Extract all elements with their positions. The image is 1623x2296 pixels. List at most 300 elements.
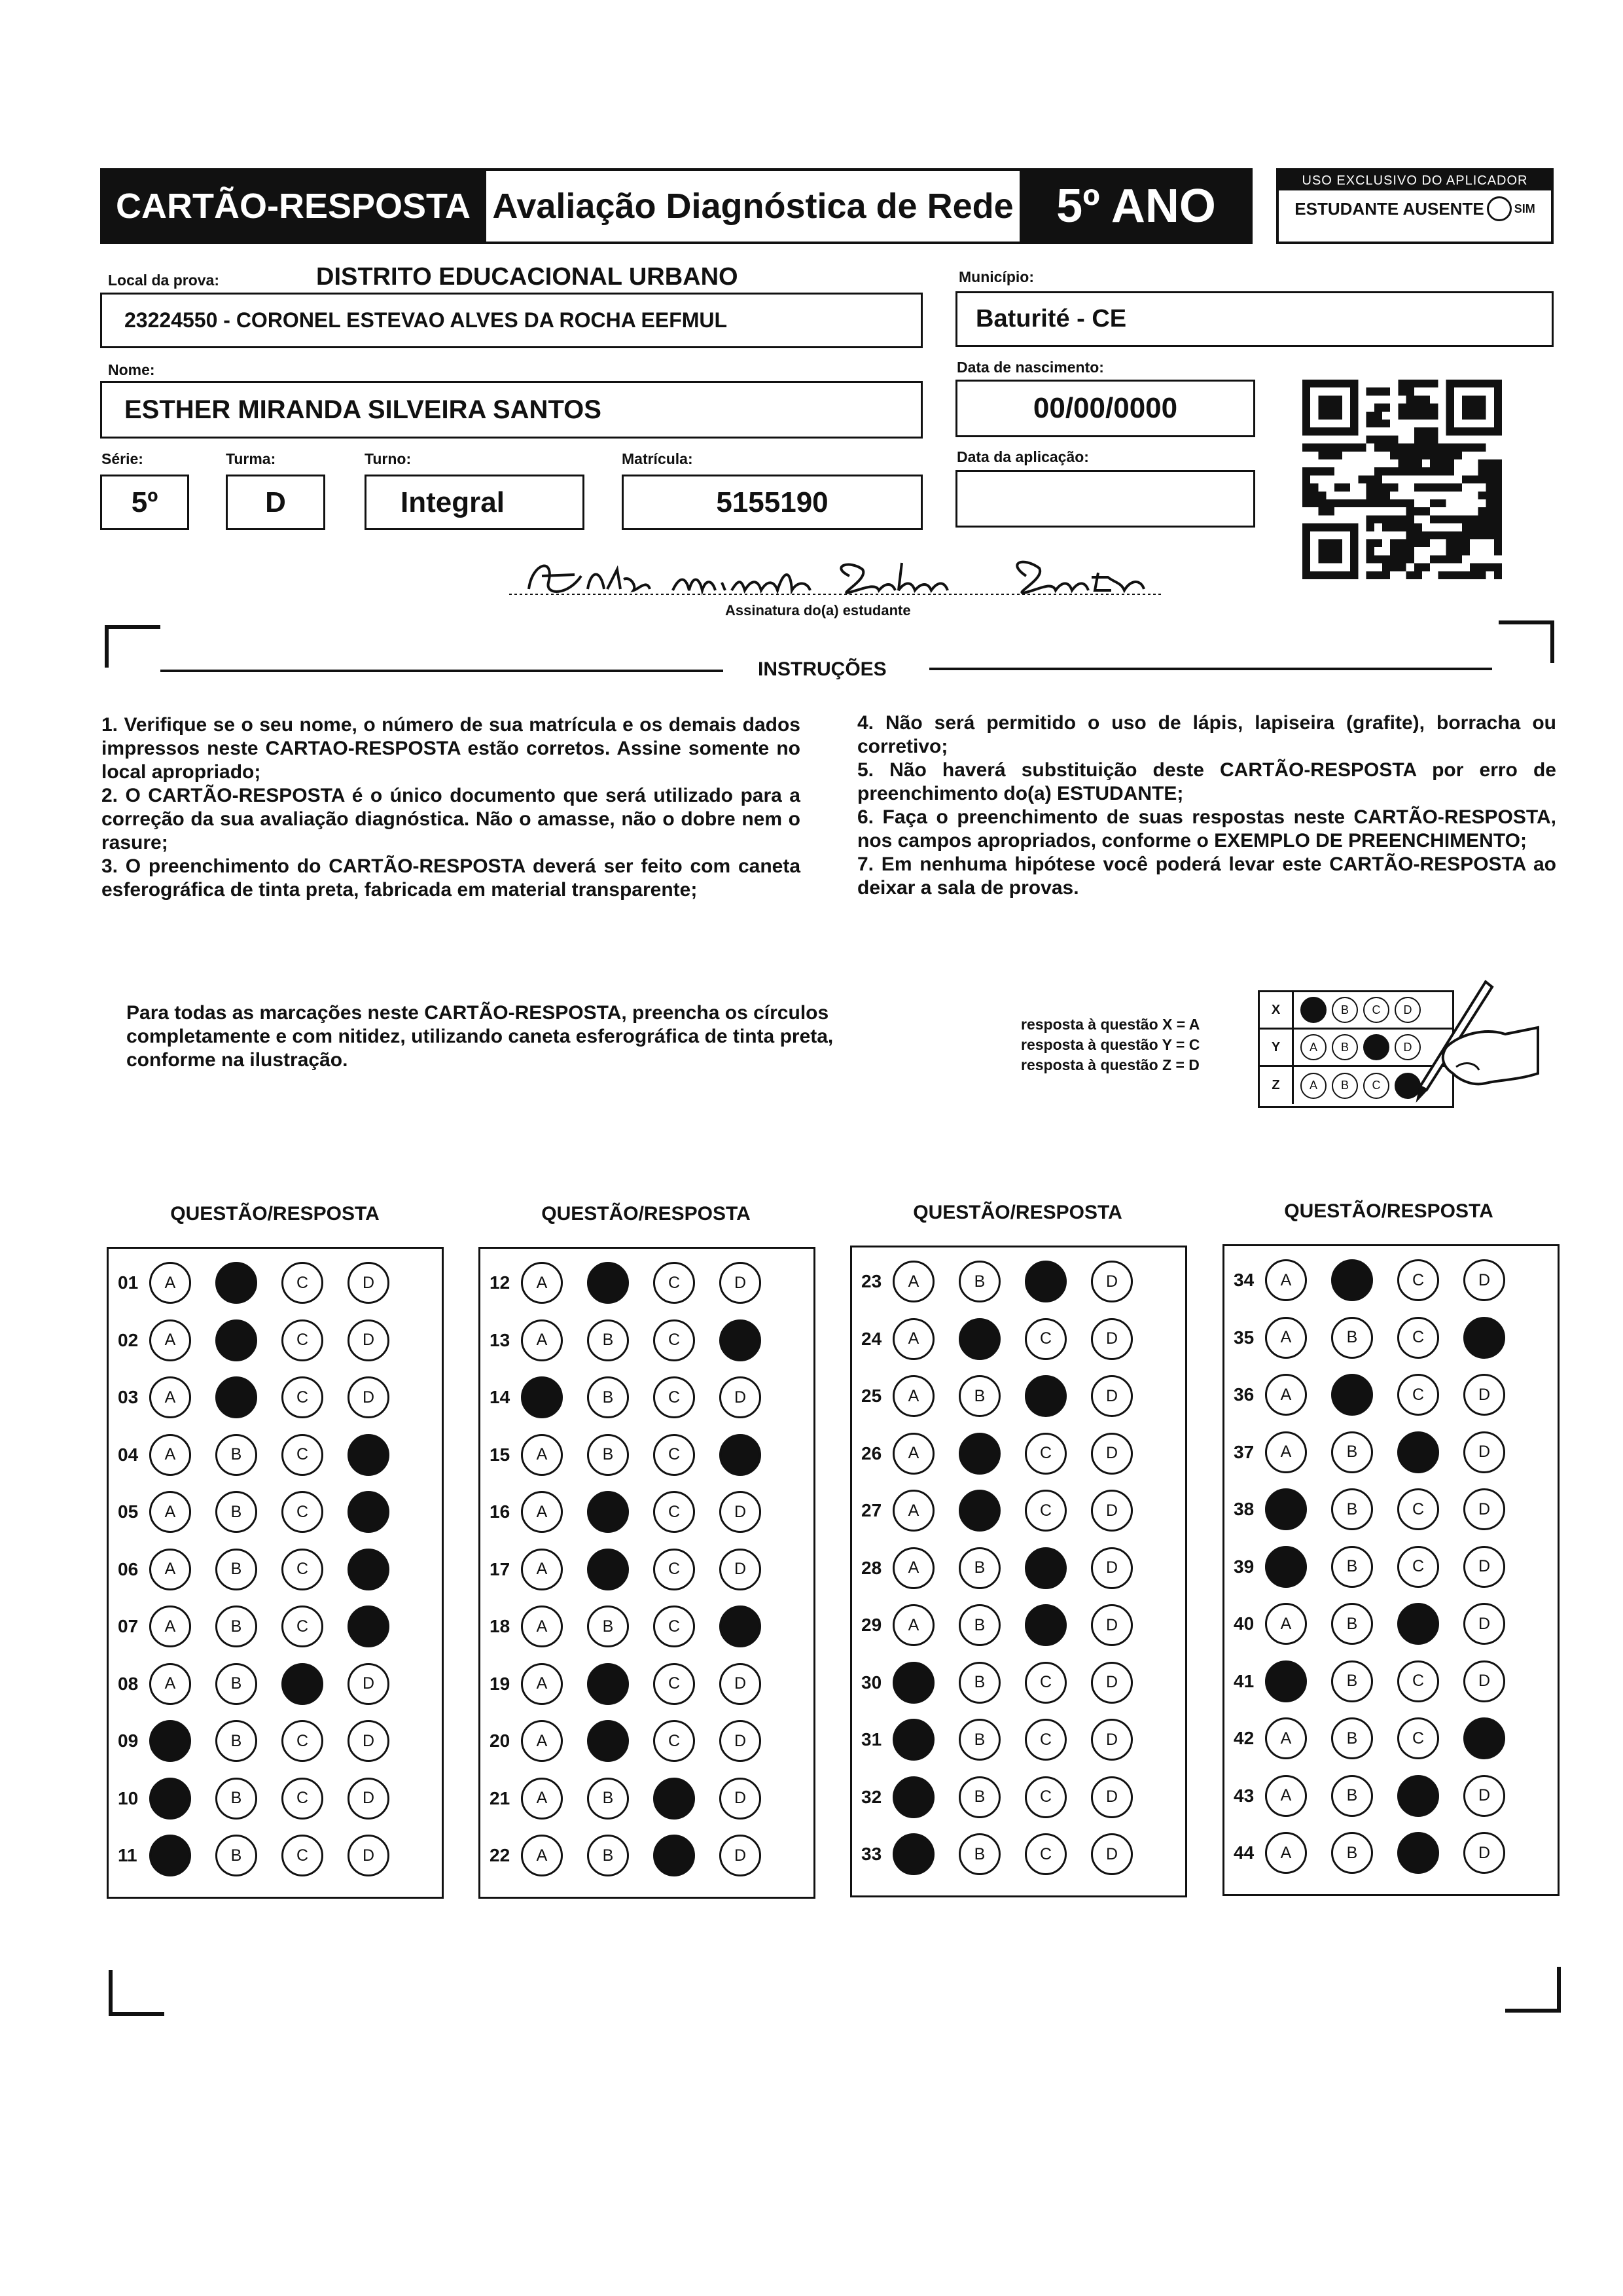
answer-bubble-d[interactable]: D [1463, 1603, 1505, 1645]
answer-row [1224, 1770, 1529, 1822]
answer-row [852, 1542, 1157, 1594]
municipio-label: Município: [959, 268, 1034, 285]
example-legend [1021, 1014, 1200, 1075]
header-title-middle: Avaliação Diagnóstica de Rede [486, 168, 1020, 244]
answer-bubble-a[interactable]: A [1265, 1317, 1307, 1359]
answer-bubble-d[interactable]: D [1463, 1775, 1505, 1817]
answer-bubble-c[interactable] [1397, 1431, 1439, 1473]
question-number: 10 [118, 1787, 139, 1808]
question-number: 12 [490, 1272, 510, 1293]
answer-bubble-a[interactable]: A [149, 1319, 191, 1361]
answer-bubble-a[interactable] [521, 1376, 563, 1418]
turno-value: Integral [401, 486, 505, 518]
answer-row [1224, 1369, 1529, 1421]
answer-row [480, 1829, 785, 1882]
qr-code [1302, 380, 1502, 579]
example-key: Z [1260, 1067, 1294, 1104]
applicator-box [1276, 168, 1554, 244]
answer-bubble-c[interactable]: C [1397, 1488, 1439, 1530]
question-number: 44 [1234, 1842, 1255, 1863]
pen-hand-illustration [1407, 969, 1544, 1113]
answer-bubble-d[interactable]: D [1091, 1261, 1133, 1302]
answer-bubble-b[interactable]: B [587, 1778, 629, 1820]
answer-bubble-b[interactable]: B [215, 1663, 257, 1705]
answer-bubble-d[interactable]: D [1463, 1660, 1505, 1702]
question-number: 36 [1234, 1384, 1255, 1405]
answer-bubble-a[interactable] [893, 1719, 935, 1761]
absent-student-checkbox[interactable] [1487, 196, 1512, 221]
header-title-left: CARTÃO-RESPOSTA [100, 168, 486, 244]
answer-bubble-c[interactable]: C [1025, 1433, 1067, 1475]
answer-bubble-a[interactable]: A [149, 1491, 191, 1533]
question-number: 02 [118, 1329, 139, 1350]
answer-bubble-d[interactable]: D [1091, 1490, 1133, 1532]
answer-bubble-d[interactable]: D [1463, 1488, 1505, 1530]
answer-bubble-d[interactable]: D [1091, 1662, 1133, 1704]
answer-row [852, 1370, 1157, 1422]
answer-bubble-b[interactable]: B [587, 1434, 629, 1476]
answer-row [852, 1657, 1157, 1709]
answer-bubble-d[interactable] [719, 1605, 761, 1647]
answer-bubble-a[interactable] [149, 1778, 191, 1820]
answer-bubble-a[interactable] [893, 1833, 935, 1875]
turno-field [365, 475, 584, 530]
example-bubble: D [1395, 1034, 1421, 1060]
question-number: 15 [490, 1444, 510, 1465]
answer-bubble-a[interactable]: A [149, 1663, 191, 1705]
answer-bubble-b[interactable]: B [1331, 1546, 1373, 1588]
question-number: 11 [118, 1845, 137, 1865]
answer-bubble-b[interactable]: B [1331, 1603, 1373, 1645]
answer-bubble-a[interactable]: A [1265, 1431, 1307, 1473]
answer-bubble-b[interactable]: B [215, 1434, 257, 1476]
question-number: 03 [118, 1387, 139, 1407]
instruction-item: 6. Faça o preenchimento de suas respostas neste CARTÃO-RESPOSTA, nos campos apropriados, conforme o EXEMPLO DE PREENCHIMENTO; [857, 806, 1556, 852]
answer-bubble-b[interactable]: B [215, 1778, 257, 1820]
question-number: 13 [490, 1329, 510, 1350]
answer-bubble-c[interactable]: C [281, 1549, 323, 1590]
question-number: 16 [490, 1501, 510, 1522]
answer-bubble-d[interactable]: D [719, 1376, 761, 1418]
answer-bubble-c[interactable]: C [281, 1491, 323, 1533]
answer-bubble-c[interactable]: C [281, 1262, 323, 1304]
answer-bubble-a[interactable]: A [1265, 1717, 1307, 1759]
answer-bubble-a[interactable]: A [521, 1663, 563, 1705]
corner-mark-top-right [1499, 620, 1554, 663]
answer-bubble-b[interactable]: B [215, 1549, 257, 1590]
answer-row [109, 1486, 414, 1538]
answer-bubble-d[interactable] [348, 1605, 389, 1647]
answer-bubble-c[interactable]: C [281, 1720, 323, 1762]
answer-bubble-b[interactable] [1331, 1259, 1373, 1301]
question-number: 09 [118, 1731, 139, 1751]
question-number: 21 [490, 1787, 510, 1808]
answer-bubble-b[interactable]: B [587, 1835, 629, 1876]
answer-bubble-b[interactable]: B [587, 1319, 629, 1361]
answer-bubble-c[interactable]: C [1397, 1374, 1439, 1416]
example-legend-z: resposta à questão Z = D [1021, 1056, 1200, 1073]
answer-bubble-a[interactable]: A [1265, 1775, 1307, 1817]
answer-bubble-c[interactable]: C [653, 1262, 695, 1304]
answer-bubble-a[interactable]: A [149, 1434, 191, 1476]
answer-bubble-b[interactable] [959, 1433, 1001, 1475]
answer-bubble-b[interactable]: B [215, 1720, 257, 1762]
answer-bubble-a[interactable] [893, 1662, 935, 1704]
answer-bubble-c[interactable]: C [653, 1434, 695, 1476]
answer-bubble-c[interactable]: C [1397, 1660, 1439, 1702]
example-text: Para todas as marcações neste CARTÃO-RESPOSTA, preencha os círculos completamente e com nitidez, utilizando caneta esferográfica de tinta preta, conforme na ilustração. [126, 1002, 834, 1071]
answer-bubble-d[interactable]: D [1091, 1719, 1133, 1761]
instructions-title: INSTRUÇÕES [758, 658, 887, 680]
answers-column-title: QUESTÃO/RESPOSTA [170, 1203, 380, 1225]
answer-bubble-d[interactable]: D [1091, 1833, 1133, 1875]
question-number: 26 [861, 1443, 882, 1463]
answer-bubble-a[interactable]: A [149, 1549, 191, 1590]
answer-bubble-b[interactable]: B [959, 1261, 1001, 1302]
answer-row [1224, 1254, 1529, 1306]
answer-bubble-b[interactable]: B [959, 1719, 1001, 1761]
answer-row [480, 1371, 785, 1424]
answer-bubble-b[interactable]: B [1331, 1317, 1373, 1359]
answer-bubble-c[interactable]: C [281, 1319, 323, 1361]
answer-bubble-c[interactable]: C [1025, 1490, 1067, 1532]
example-key: Y [1260, 1030, 1294, 1065]
nome-field [100, 381, 923, 439]
answer-bubble-a[interactable]: A [521, 1434, 563, 1476]
instruction-item: 2. O CARTÃO-RESPOSTA é o único documento que será utilizado para a correção da sua avaliação diagnóstica. Não o amasse, não o dobre nem o rasure; [101, 785, 800, 853]
answer-bubble-a[interactable] [149, 1720, 191, 1762]
answer-bubble-c[interactable]: C [281, 1778, 323, 1820]
answer-row [1224, 1712, 1529, 1765]
answer-bubble-a[interactable]: A [149, 1605, 191, 1647]
answer-bubble-a[interactable]: A [893, 1490, 935, 1532]
matricula-value: 5155190 [716, 486, 829, 518]
answer-bubble-c[interactable]: C [281, 1835, 323, 1876]
answer-bubble-b[interactable] [587, 1663, 629, 1705]
answer-bubble-a[interactable]: A [893, 1318, 935, 1360]
matricula-field [622, 475, 923, 530]
answer-bubble-a[interactable]: A [521, 1262, 563, 1304]
question-number: 06 [118, 1558, 139, 1579]
answer-bubble-b[interactable]: B [1331, 1488, 1373, 1530]
answer-bubble-d[interactable]: D [719, 1778, 761, 1820]
serie-field [100, 475, 189, 530]
answer-bubble-b[interactable]: B [587, 1376, 629, 1418]
example-bubble: B [1332, 997, 1358, 1023]
answer-column [850, 1246, 1187, 1897]
answer-bubble-d[interactable]: D [719, 1491, 761, 1533]
example-bubble [1300, 997, 1327, 1023]
applicator-title: USO EXCLUSIVO DO APLICADOR [1279, 171, 1551, 190]
answer-bubble-c[interactable]: C [653, 1720, 695, 1762]
answer-bubble-a[interactable] [149, 1835, 191, 1876]
answer-bubble-c[interactable]: C [1025, 1662, 1067, 1704]
question-number: 27 [861, 1500, 882, 1520]
answer-bubble-a[interactable] [1265, 1488, 1307, 1530]
question-number: 24 [861, 1328, 882, 1349]
answer-bubble-c[interactable] [1025, 1375, 1067, 1417]
aplicacao-field [955, 470, 1255, 528]
question-number: 38 [1234, 1499, 1255, 1519]
question-number: 25 [861, 1386, 882, 1406]
answer-bubble-c[interactable]: C [653, 1319, 695, 1361]
aplicacao-label: Data da aplicação: [957, 448, 1089, 465]
answer-row [109, 1543, 414, 1596]
answer-bubble-b[interactable] [959, 1490, 1001, 1532]
answer-bubble-d[interactable] [348, 1491, 389, 1533]
answer-bubble-c[interactable]: C [281, 1434, 323, 1476]
question-number: 30 [861, 1672, 882, 1693]
answer-bubble-b[interactable]: B [1331, 1431, 1373, 1473]
answer-row [852, 1713, 1157, 1766]
answer-bubble-a[interactable]: A [521, 1491, 563, 1533]
answer-bubble-b[interactable]: B [215, 1491, 257, 1533]
answer-bubble-c[interactable] [1025, 1547, 1067, 1589]
answer-bubble-c[interactable] [1025, 1261, 1067, 1302]
answer-bubble-d[interactable]: D [348, 1835, 389, 1876]
answer-bubble-b[interactable]: B [587, 1605, 629, 1647]
answer-bubble-c[interactable]: C [653, 1549, 695, 1590]
turma-value: D [265, 486, 286, 518]
answer-bubble-a[interactable]: A [521, 1835, 563, 1876]
answer-bubble-c[interactable] [653, 1835, 695, 1876]
answer-row [852, 1599, 1157, 1651]
answer-bubble-b[interactable]: B [959, 1547, 1001, 1589]
answer-bubble-d[interactable]: D [1463, 1431, 1505, 1473]
answer-bubble-d[interactable]: D [1463, 1832, 1505, 1874]
answer-bubble-d[interactable]: D [348, 1319, 389, 1361]
answer-bubble-b[interactable]: B [959, 1604, 1001, 1646]
answer-bubble-a[interactable]: A [149, 1376, 191, 1418]
example-bubble: B [1332, 1073, 1358, 1099]
answer-bubble-b[interactable]: B [959, 1833, 1001, 1875]
answer-bubble-c[interactable]: C [1025, 1833, 1067, 1875]
answer-bubble-c[interactable]: C [1025, 1318, 1067, 1360]
answer-bubble-d[interactable]: D [1463, 1259, 1505, 1301]
answer-bubble-a[interactable]: A [893, 1375, 935, 1417]
answer-bubble-a[interactable]: A [521, 1319, 563, 1361]
instructions-rule-left [160, 670, 723, 672]
answer-bubble-c[interactable] [1397, 1775, 1439, 1817]
question-number: 41 [1234, 1670, 1255, 1691]
question-number: 35 [1234, 1327, 1255, 1348]
instructions-right [857, 711, 1556, 900]
answer-bubble-b[interactable]: B [959, 1776, 1001, 1818]
answer-bubble-b[interactable] [587, 1491, 629, 1533]
answer-row [480, 1429, 785, 1481]
answer-bubble-c[interactable] [281, 1663, 323, 1705]
answer-bubble-b[interactable]: B [1331, 1660, 1373, 1702]
answer-bubble-c[interactable]: C [653, 1663, 695, 1705]
answer-bubble-c[interactable]: C [281, 1605, 323, 1647]
answer-row [480, 1600, 785, 1653]
example-bubble: B [1332, 1034, 1358, 1060]
question-number: 43 [1234, 1785, 1255, 1806]
answer-column [478, 1247, 815, 1899]
answer-row [1224, 1541, 1529, 1593]
answer-bubble-d[interactable] [348, 1434, 389, 1476]
answer-bubble-a[interactable]: A [893, 1433, 935, 1475]
answer-bubble-b[interactable]: B [215, 1605, 257, 1647]
matricula-label: Matrícula: [622, 450, 693, 467]
answer-bubble-d[interactable]: D [1091, 1433, 1133, 1475]
answer-bubble-d[interactable] [719, 1434, 761, 1476]
example-key: X [1260, 992, 1294, 1028]
answer-bubble-c[interactable]: C [281, 1376, 323, 1418]
answer-bubble-d[interactable]: D [348, 1376, 389, 1418]
answer-bubble-a[interactable] [1265, 1660, 1307, 1702]
answer-bubble-c[interactable]: C [1397, 1717, 1439, 1759]
answer-bubble-a[interactable]: A [1265, 1259, 1307, 1301]
answer-row [480, 1257, 785, 1309]
answer-bubble-a[interactable]: A [521, 1605, 563, 1647]
answer-row [852, 1828, 1157, 1880]
answer-bubble-d[interactable]: D [719, 1262, 761, 1304]
answers-column-title: QUESTÃO/RESPOSTA [1284, 1200, 1493, 1222]
question-number: 33 [861, 1844, 882, 1864]
question-number: 28 [861, 1557, 882, 1578]
answer-bubble-c[interactable] [1397, 1603, 1439, 1645]
sim-label: SIM [1514, 202, 1535, 215]
nome-label: Nome: [108, 361, 155, 378]
answer-bubble-d[interactable] [719, 1319, 761, 1361]
answer-bubble-c[interactable]: C [1025, 1776, 1067, 1818]
answer-row [480, 1314, 785, 1367]
answers-column-title: QUESTÃO/RESPOSTA [913, 1202, 1122, 1223]
answer-bubble-c[interactable]: C [653, 1491, 695, 1533]
school-value: 23224550 - CORONEL ESTEVAO ALVES DA ROCHA EEFMUL [124, 308, 728, 332]
question-number: 17 [490, 1558, 510, 1579]
nome-value: ESTHER MIRANDA SILVEIRA SANTOS [124, 395, 601, 424]
answer-row [480, 1715, 785, 1767]
answer-bubble-d[interactable]: D [1463, 1546, 1505, 1588]
answer-bubble-d[interactable] [348, 1549, 389, 1590]
answer-bubble-c[interactable]: C [1397, 1317, 1439, 1359]
question-number: 22 [490, 1845, 510, 1865]
answer-bubble-c[interactable] [1397, 1832, 1439, 1874]
answer-bubble-b[interactable]: B [1331, 1717, 1373, 1759]
answer-bubble-c[interactable] [653, 1778, 695, 1820]
answer-bubble-d[interactable]: D [1091, 1604, 1133, 1646]
answer-bubble-a[interactable]: A [893, 1547, 935, 1589]
answer-bubble-c[interactable]: C [1397, 1259, 1439, 1301]
answer-bubble-c[interactable] [1025, 1604, 1067, 1646]
answer-bubble-c[interactable]: C [653, 1605, 695, 1647]
answer-bubble-c[interactable]: C [653, 1376, 695, 1418]
answer-bubble-d[interactable]: D [719, 1720, 761, 1762]
question-number: 40 [1234, 1613, 1255, 1634]
answer-bubble-d[interactable]: D [1463, 1374, 1505, 1416]
nascimento-field [955, 380, 1255, 437]
answer-bubble-d[interactable]: D [719, 1835, 761, 1876]
answer-bubble-b[interactable] [1331, 1374, 1373, 1416]
answer-bubble-b[interactable]: B [1331, 1832, 1373, 1874]
answer-bubble-a[interactable]: A [149, 1262, 191, 1304]
answer-bubble-d[interactable]: D [1091, 1547, 1133, 1589]
answer-bubble-c[interactable]: C [1397, 1546, 1439, 1588]
instruction-item: 3. O preenchimento do CARTÃO-RESPOSTA deverá ser feito com caneta esferográfica de tinta preta, fabricada em material transparente; [101, 855, 800, 901]
example-legend-y: resposta à questão Y = C [1021, 1036, 1200, 1053]
answer-bubble-d[interactable]: D [348, 1778, 389, 1820]
answer-bubble-d[interactable]: D [348, 1663, 389, 1705]
answer-row [852, 1255, 1157, 1308]
answer-bubble-b[interactable]: B [215, 1835, 257, 1876]
answer-bubble-a[interactable]: A [1265, 1374, 1307, 1416]
example-bubble: C [1363, 1073, 1389, 1099]
answer-bubble-b[interactable] [215, 1262, 257, 1304]
answer-column [107, 1247, 444, 1899]
answer-bubble-b[interactable]: B [959, 1375, 1001, 1417]
answer-bubble-d[interactable] [1463, 1317, 1505, 1359]
answer-bubble-a[interactable] [1265, 1546, 1307, 1588]
serie-label: Série: [101, 450, 143, 467]
answer-bubble-b[interactable] [959, 1318, 1001, 1360]
answer-bubble-b[interactable] [215, 1319, 257, 1361]
example-bubble: A [1300, 1073, 1327, 1099]
answer-bubble-b[interactable] [587, 1549, 629, 1590]
turno-label: Turno: [365, 450, 412, 467]
example-legend-x: resposta à questão X = A [1021, 1016, 1200, 1033]
answer-bubble-a[interactable]: A [1265, 1603, 1307, 1645]
answer-bubble-d[interactable]: D [1091, 1375, 1133, 1417]
answers-column-title: QUESTÃO/RESPOSTA [541, 1203, 751, 1225]
answer-row [480, 1772, 785, 1825]
answer-bubble-a[interactable]: A [521, 1549, 563, 1590]
answer-bubble-d[interactable]: D [1091, 1776, 1133, 1818]
answer-bubble-c[interactable]: C [1025, 1719, 1067, 1761]
answer-bubble-b[interactable]: B [959, 1662, 1001, 1704]
answer-row [109, 1429, 414, 1481]
answer-bubble-d[interactable]: D [1091, 1318, 1133, 1360]
answer-row [852, 1313, 1157, 1365]
municipio-value: Baturité - CE [976, 305, 1127, 332]
corner-mark-top-left [105, 625, 160, 668]
answer-bubble-a[interactable]: A [521, 1720, 563, 1762]
answer-bubble-d[interactable]: D [348, 1720, 389, 1762]
instructions-left [101, 713, 800, 902]
answer-bubble-d[interactable]: D [719, 1663, 761, 1705]
answer-bubble-b[interactable] [587, 1262, 629, 1304]
answer-bubble-a[interactable]: A [521, 1778, 563, 1820]
answer-bubble-a[interactable] [893, 1776, 935, 1818]
answer-bubble-b[interactable] [587, 1720, 629, 1762]
answer-row [480, 1543, 785, 1596]
question-number: 23 [861, 1271, 882, 1291]
answer-bubble-b[interactable] [215, 1376, 257, 1418]
answer-bubble-d[interactable]: D [348, 1262, 389, 1304]
municipio-field [955, 291, 1554, 347]
answer-bubble-a[interactable]: A [893, 1604, 935, 1646]
local-value: DISTRITO EDUCACIONAL URBANO [316, 263, 738, 291]
answer-bubble-b[interactable]: B [1331, 1775, 1373, 1817]
question-number: 14 [490, 1387, 510, 1407]
corner-mark-bottom-left [109, 1970, 164, 2016]
question-number: 34 [1234, 1270, 1255, 1290]
answer-bubble-a[interactable]: A [1265, 1832, 1307, 1874]
turma-field [226, 475, 325, 530]
example-bubble: C [1363, 997, 1389, 1023]
question-number: 05 [118, 1501, 139, 1522]
example-bubble: D [1395, 997, 1421, 1023]
student-signature [509, 550, 1164, 609]
question-number: 20 [490, 1731, 510, 1751]
answer-bubble-d[interactable]: D [719, 1549, 761, 1590]
serie-value: 5º [131, 486, 158, 518]
answer-bubble-a[interactable]: A [893, 1261, 935, 1302]
question-number: 29 [861, 1615, 882, 1635]
question-number: 42 [1234, 1728, 1255, 1748]
answer-bubble-d[interactable] [1463, 1717, 1505, 1759]
